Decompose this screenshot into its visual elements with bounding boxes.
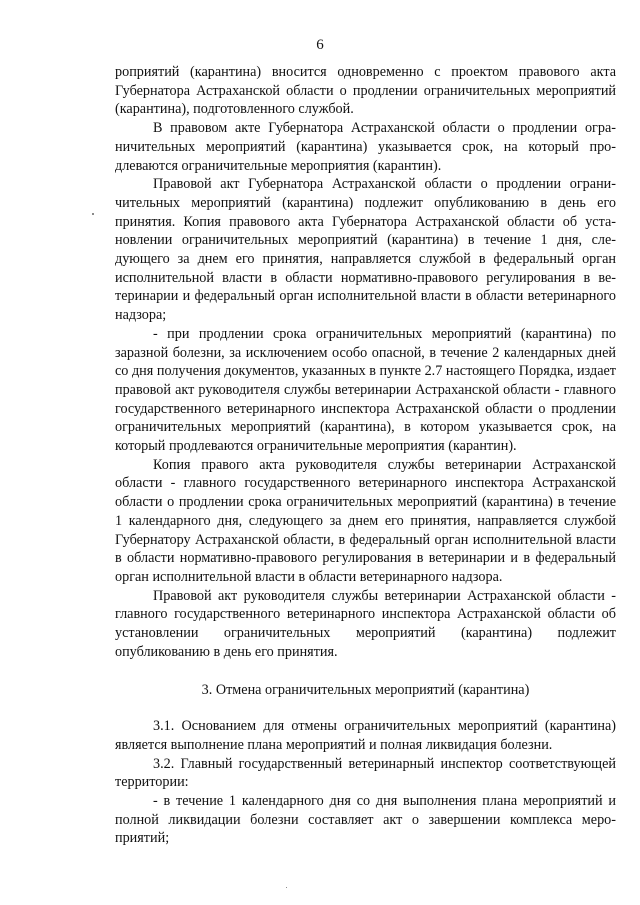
page-number: 6 — [316, 37, 324, 53]
paragraph: Правовой акт Губернатора Астраханской области о продлении ограничительных мероприятий (карантина) подлежит опубликованию в день его принятия. Копия правового акта Губернатора Астраханской области об установлении ограничительных мероприятий (карантина) в течение 1 дня, следующего за днем его принятия, направляется службой в федеральный орган исполнительной власти в области нормативно-правового регулирования в ветеринарии и федеральный орган исполнительной власти в области ветеринарного надзора; — [115, 176, 616, 324]
paragraph: 3.2. Главный государственный ветеринарный инспектор соответствующей территории: — [115, 755, 616, 791]
section-heading: 3. Отмена ограничительных мероприятий (карантина) — [201, 681, 530, 698]
paragraph: - при продлении срока ограничительных мероприятий (карантина) по заразной болезни, за исключением особо опасной, в течение 2 календарных дней со дня получения документов, указанных в пункте 2.7 настоящего Порядка, издает правовой акт руководителя службы ветеринарии Астраханской области - главного государственного ветеринарного инспектора Астраханской области о продлении ограничительных мероприятий (карантина), в котором указывается срок, на который продлеваются ограничительные мероприятия (карантин). — [115, 325, 616, 455]
scan-speck — [92, 213, 94, 215]
paragraph: Правовой акт руководителя службы ветеринарии Астраханской области - главного государственного ветеринарного инспектора Астраханской области об установлении ограничительных мероприятий (карантина) подлежит опубликованию в день его принятия. — [115, 587, 616, 660]
paragraph: В правовом акте Губернатора Астраханской области о продлении ограничительных мероприятий (карантина) указывается срок, на который продлеваются ограничительные мероприятия (карантин). — [115, 120, 616, 174]
paragraph: роприятий (карантина) вносится одновременно с проектом правового акта Губернатора Астраханской области о продлении ограничительных мероприятий (карантина), подготовленного службой. — [115, 64, 616, 118]
document-body — [115, 63, 616, 848]
scan-speck — [286, 887, 287, 888]
paragraph: 3.1. Основанием для отмены ограничительных мероприятий (карантина) является выполнение плана мероприятий и полная ликвидация болезни. — [115, 718, 616, 753]
paragraph: Копия правого акта руководителя службы ветеринарии Астраханской области - главного государственного ветеринарного инспектора Астраханской области о продлении срока ограничительных мероприятий (карантина) в течение 1 календарного дня, следующего за днем его принятия, направляется службой Губернатору Астраханской области, в федеральный орган исполнительной власти в области нормативно-правового регулирования в ветеринарии и в федеральный орган исполнительной власти в области ветеринарного надзора. — [115, 456, 616, 585]
paragraph: - в течение 1 календарного дня со дня выполнения плана мероприятий и полной ликвидации болезни составляет акт о завершении комплекса мероприятий; — [115, 793, 616, 847]
